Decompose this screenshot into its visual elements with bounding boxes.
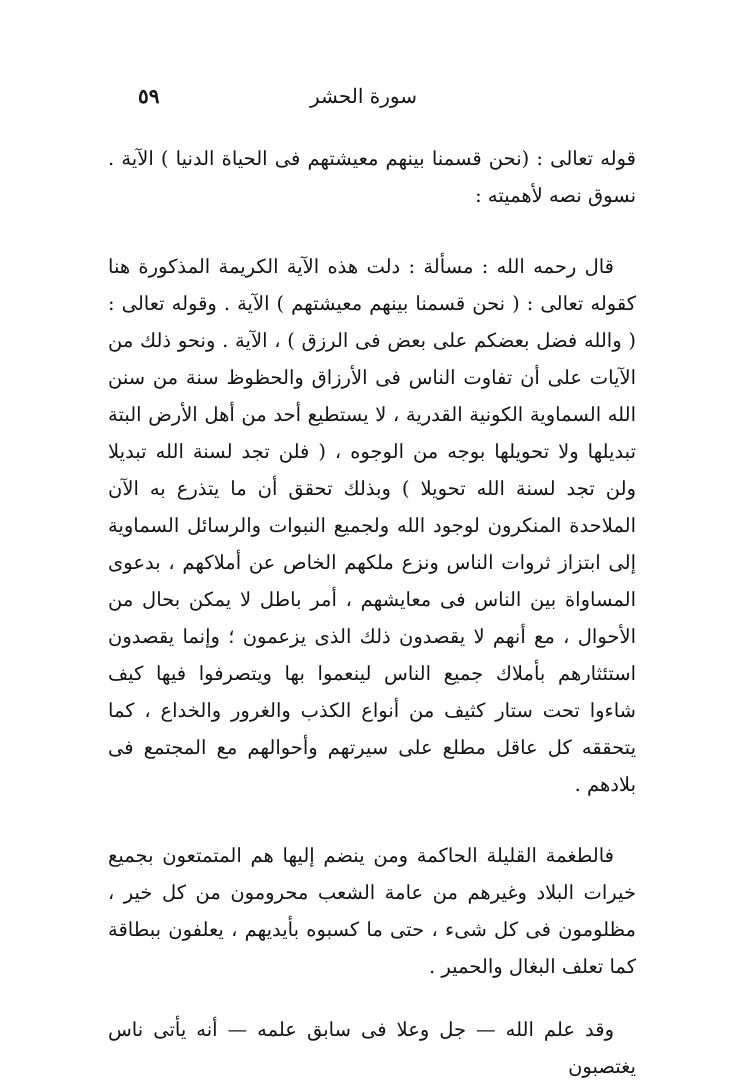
body-text	[108, 140, 636, 1085]
running-title: سورة الحشر	[310, 84, 418, 108]
paragraph-quote: قال رحمه الله : مسألة : دلت هذه الآية الكريمة المذكورة هنا كقوله تعالى : ( نحن قسمنا بينهم معيشتهم ) الآية . وقوله تعالى : ( والله فضل بعضكم على بعض فى الرزق ) ، الآية . ونحو ذلك من الآيات على أن تفاوت الناس فى الأرزاق والحظوظ سنة من سنن الله السماوية الكونية القدرية ، لا يستطيع أحد من أهل الأرض البتة تبديلها ولا تحويلها بوجه من الوجوه ، ( فلن تجد لسنة الله تبديلا ولن تجد لسنة الله تحويلا ) وبذلك تحقق أن ما يتذرع به الآن الملاحدة المنكرون لوجود الله ولجميع النبوات والرسائل السماوية إلى ابتزاز ثروات الناس ونزع ملكهم الخاص عن أملاكهم ، بدعوى المساواة بين الناس فى معايشهم ، أمر باطل لا يمكن بحال من الأحوال ، مع أنهم لا يقصدون ذلك الذى يزعمون ؛ وإنما يقصدون استئثارهم بأملاك جميع الناس لينعموا بها ويتصرفوا فيها كيف شاءوا تحت ستار كثيف من أنواع الكذب والغرور والخداع ، كما يتحققه كل عاقل مطلع على سيرتهم وأحوالهم مع المجتمع فى بلادهم .	[108, 255, 636, 796]
paragraph-intro: قوله تعالى : (نحن قسمنا بينهم معيشتهم فى الحياة الدنيا ) الآية . نسوق نصه لأهميته :	[108, 147, 636, 207]
page-number: ٥٩	[138, 84, 160, 108]
paragraph-continuation: وقد علم الله — جل وعلا فى سابق علمه — أنه يأتى ناس يغتصبون	[108, 1018, 636, 1078]
paragraph-ruling-class: فالطغمة القليلة الحاكمة ومن ينضم إليها هم المتمتعون بجميع خيرات البلاد وغيرهم من عامة الشعب محرومون من كل خير ، مظلومون فى كل شىء ، حتى ما كسبوه بأيديهم ، يعلفون ببطاقة كما تعلف البغال والحمير .	[108, 844, 636, 978]
page-header	[120, 84, 620, 118]
